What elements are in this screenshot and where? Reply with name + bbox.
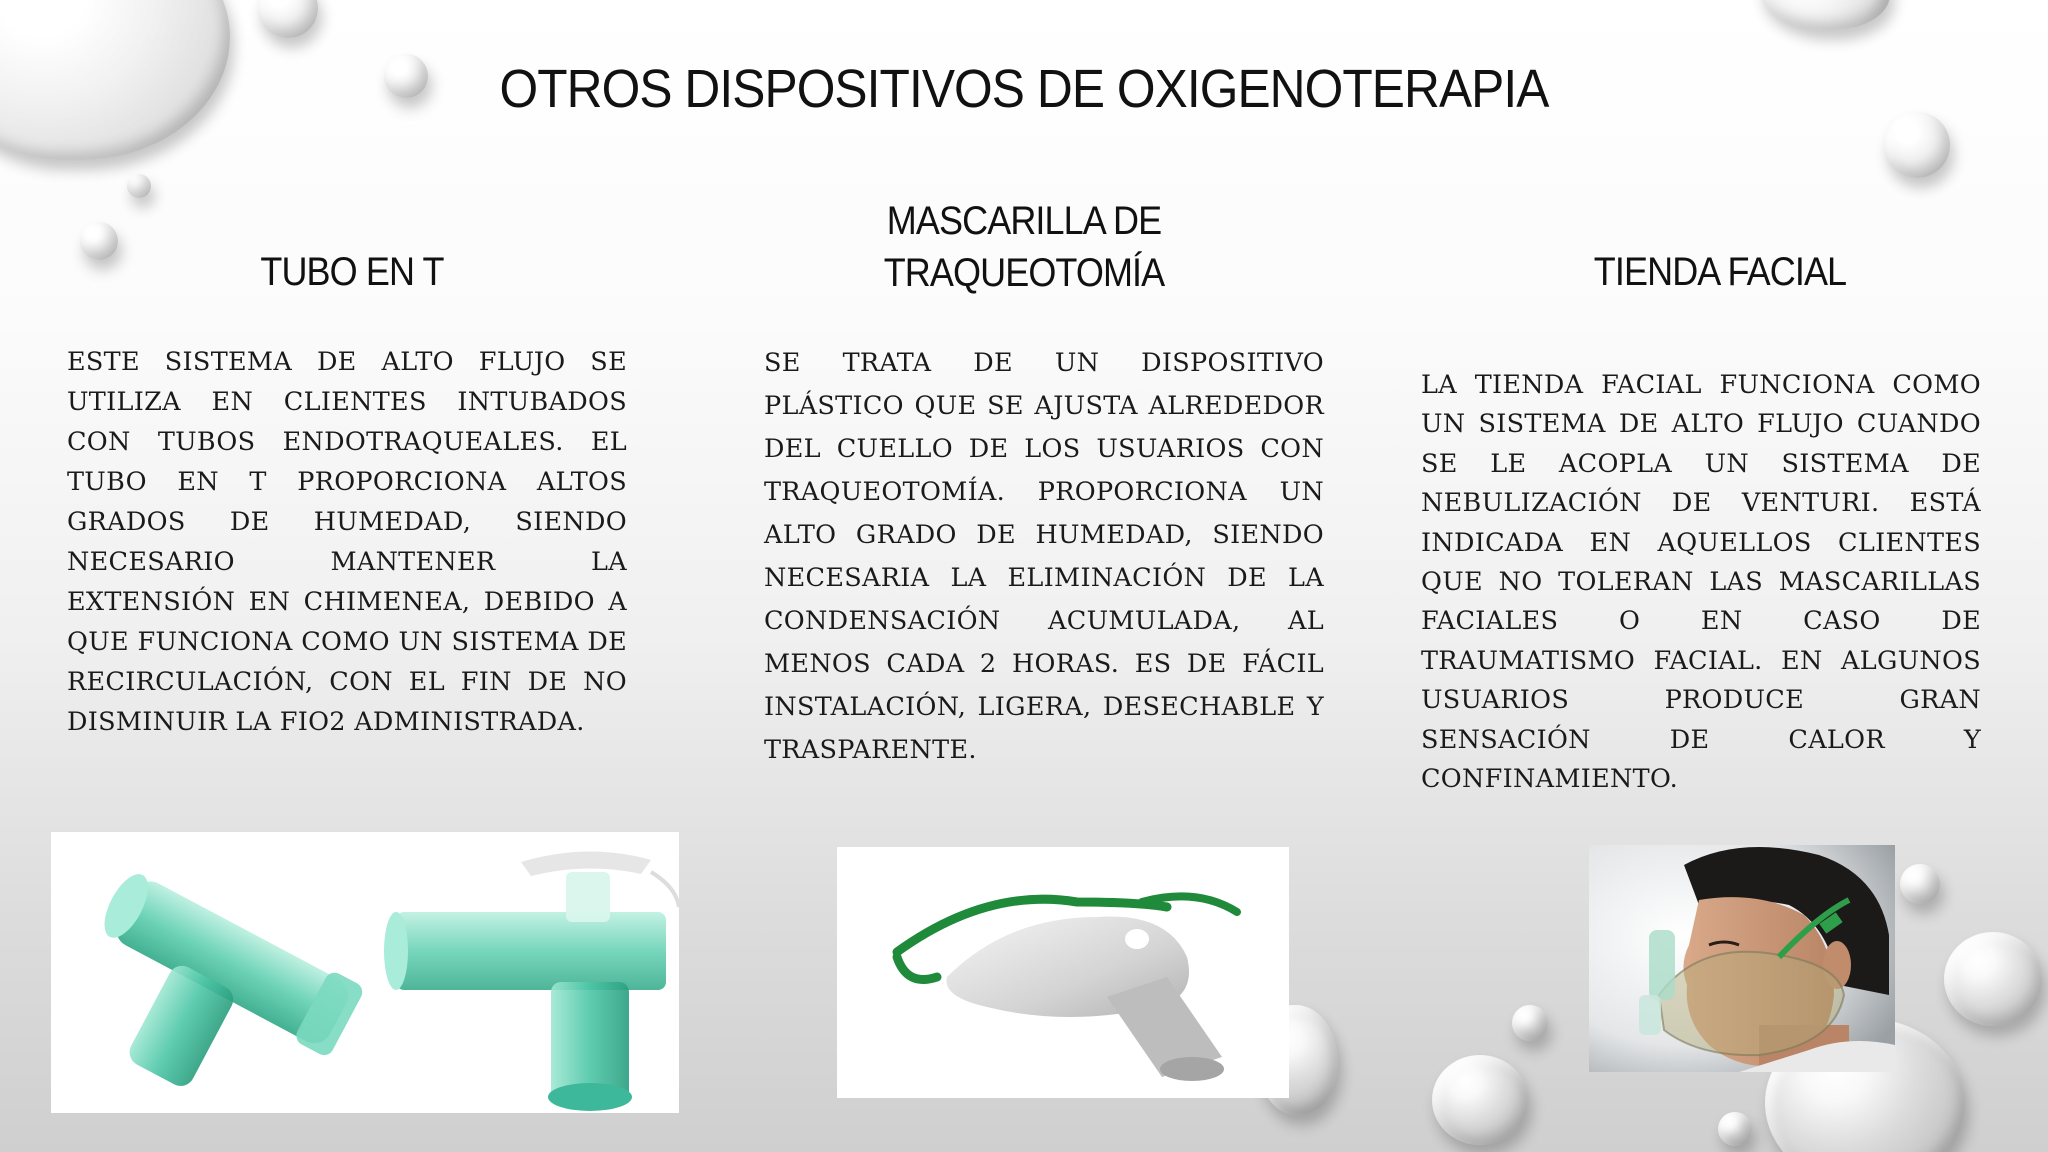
water-drop-decoration [1512,1005,1548,1041]
heading-line: TRAQUEOTOMÍA [883,251,1165,295]
heading-line: MASCARILLA DE [886,199,1162,243]
heading-tubo-en-t [190,246,514,298]
heading-mascarilla-traqueotomia [844,195,1204,299]
water-drop-decoration [1718,1112,1752,1146]
t-tube-illustration [51,832,679,1113]
t-tube-photo [51,832,679,1113]
slide-title: OTROS DISPOSITIVOS DE OXIGENOTERAPIA [499,59,1549,119]
heading-line: TUBO EN T [260,250,444,294]
tracheostomy-mask-photo [837,847,1289,1098]
heading-tienda-facial [1522,246,1918,298]
water-drop-decoration [1432,1055,1528,1145]
tracheostomy-mask-illustration [837,847,1289,1098]
body-tienda-facial: LA TIENDA FACIAL FUNCIONA COMO UN SISTEMA DE ALTO FLUJO CUANDO SE LE ACOPLA UN SISTEMA DE NEBULIZACIÓN DE VENTURI. ESTÁ INDICADA EN AQUELLOS CLIENTES QUE NO TOLERAN LAS MASCARILLAS FACIALES O EN CASO DE TRAUMATISMO FACIAL. EN ALGUNOS USUARIOS PRODUCE GRAN SENSACIÓN DE CALOR Y CONFINAMIENTO. [1421,370,1981,795]
face-tent-photo [1589,845,1895,1072]
water-drop-decoration [1760,0,1890,30]
water-drop-decoration [127,174,151,198]
water-drop-decoration [1944,932,2042,1026]
face-tent-illustration [1589,845,1895,1072]
water-drop-decoration [1884,112,1950,178]
water-drop-decoration [258,0,318,38]
body-mascarilla-traqueotomia: SE TRATA DE UN DISPOSITIVO PLÁSTICO QUE SE AJUSTA ALREDEDOR DEL CUELLO DE LOS USUARIOS CON TRAQUEOTOMÍA. PROPORCIONA UN ALTO GRADO DE HUMEDAD, SIENDO NECESARIA LA ELIMINACIÓN DE LA CONDENSACIÓN ACUMULADA, AL MENOS CADA 2 HORAS. ES DE FÁCIL INSTALACIÓN, LIGERA, DESECHABLE Y TRASPARENTE. [764,348,1324,765]
water-drop-decoration [80,222,118,260]
water-drop-decoration [1900,864,1940,904]
body-tubo-en-t: ESTE SISTEMA DE ALTO FLUJO SE UTILIZA EN CLIENTES INTUBADOS CON TUBOS ENDOTRAQUEALES. EL TUBO EN T PROPORCIONA ALTOS GRADOS DE HUMEDAD, SIENDO NECESARIO MANTENER LA EXTENSIÓN EN CHIMENEA, DEBIDO A QUE FUNCIONA COMO UN SISTEMA DE RECIRCULACIÓN, CON EL FIN DE NO DISMINUIR LA FIO2 ADMINISTRADA. [67,347,627,737]
heading-line: TIENDA FACIAL [1593,250,1847,294]
